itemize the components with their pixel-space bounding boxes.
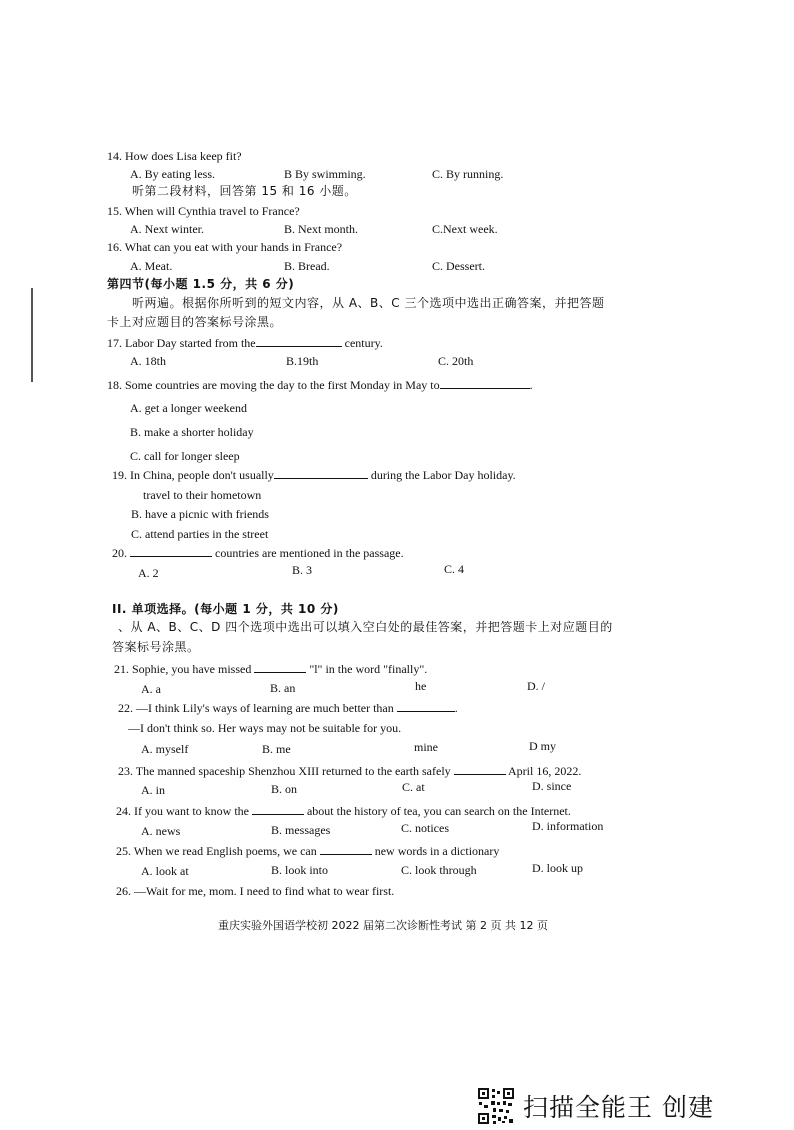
q20-option-b: B. 3 (292, 563, 313, 577)
q15-option-a: A. Next winter. (130, 222, 204, 236)
q19-stem (112, 466, 516, 483)
q19-option-c: C. attend parties in the street (131, 527, 269, 541)
q20-option-a: A. 2 (138, 566, 159, 580)
q22-blank (397, 699, 455, 712)
q25-blank (320, 842, 372, 855)
part4-heading: 第四节(每小题 1.5 分，共 6 分) (107, 277, 295, 291)
q17-stem-before: 17. Labor Day started from the (107, 336, 256, 350)
q24-stem-before: 24. If you want to know the (116, 804, 249, 818)
part2-instruction-line2: 答案标号涂黑。 (112, 640, 200, 654)
q16-option-b: B. Bread. (284, 259, 330, 273)
q17-option-b: B.19th (286, 354, 319, 368)
q16-option-a: A. Meat. (130, 259, 173, 273)
q21-stem (114, 660, 427, 677)
q21-option-a: A. a (141, 682, 161, 696)
q20-stem (112, 544, 404, 561)
q24-stem-after: about the history of tea, you can search on the Internet. (306, 804, 571, 818)
q21-option-c: he (415, 679, 427, 693)
q24-stem (116, 802, 571, 819)
q22-option-a: A. myself (141, 742, 189, 756)
q26-stem: 26. —Wait for me, mom. I need to find what to wear first. (116, 884, 395, 898)
q20-option-c: C. 4 (444, 562, 465, 576)
q14-stem: 14. How does Lisa keep fit? (107, 149, 242, 163)
q22-option-b: B. me (262, 742, 291, 756)
q18-stem (107, 376, 533, 393)
q19-blank (274, 466, 368, 479)
q24-option-d: D. information (532, 819, 604, 833)
q17-option-c: C. 20th (438, 354, 474, 368)
q17-stem-after: century. (344, 336, 383, 350)
q25-option-d: D. look up (532, 861, 583, 875)
q21-stem-after: "l" in the word "finally". (309, 662, 428, 676)
q22-option-c: mine (414, 740, 438, 754)
q24-option-c: C. notices (401, 821, 449, 835)
q19-stem-after: during the Labor Day holiday. (370, 468, 516, 482)
q25-option-c: C. look through (401, 863, 477, 877)
section2-note: 听第二段材料，回答第 15 和 16 小题。 (132, 184, 357, 198)
q14-option-a: A. By eating less. (130, 167, 215, 181)
q15-option-c: C.Next week. (432, 222, 498, 236)
q21-blank (254, 660, 306, 673)
q23-option-c: C. at (402, 780, 425, 794)
q14-option-c: C. By running. (432, 167, 504, 181)
q25-option-b: B. look into (271, 863, 329, 877)
q21-stem-before: 21. Sophie, you have missed (114, 662, 252, 676)
q25-stem-after: new words in a dictionary (374, 844, 500, 858)
q18-stem-after: . (529, 378, 533, 392)
q22-stem-after: . (454, 701, 458, 715)
q23-option-b: B. on (271, 782, 298, 796)
q23-stem (118, 762, 581, 779)
q18-option-b: B. make a shorter holiday (130, 425, 254, 439)
q18-stem-before: 18. Some countries are moving the day to the first Monday in May to (107, 378, 440, 392)
qr-code-icon (477, 1087, 515, 1125)
q17-blank (256, 334, 342, 347)
q18-option-a: A. get a longer weekend (130, 401, 247, 415)
q25-stem (116, 842, 499, 859)
part2-heading: II. 单项选择。(每小题 1 分，共 10 分) (112, 602, 339, 616)
q20-stem-after: countries are mentioned in the passage. (215, 546, 404, 560)
q23-option-d: D. since (532, 779, 572, 793)
q15-option-b: B. Next month. (284, 222, 358, 236)
q21-option-d: D. / (527, 679, 545, 693)
q16-stem: 16. What can you eat with your hands in France? (107, 240, 343, 254)
q24-option-a: A. news (141, 824, 181, 838)
scan-artifact (31, 288, 33, 382)
q17-stem (107, 334, 383, 351)
q22-line1 (118, 699, 458, 716)
q23-stem-after: April 16, 2022. (508, 764, 582, 778)
q19-option-a: travel to their hometown (143, 488, 262, 502)
part2-instruction-line1: 、从 A、B、C、D 四个选项中选出可以填入空白处的最佳答案，并把答题卡上对应题目的 (118, 620, 613, 634)
q17-option-a: A. 18th (130, 354, 166, 368)
page-footer: 重庆实验外国语学校初 2022 届第二次诊断性考试 第 2 页 共 12 页 (218, 919, 548, 932)
q23-blank (454, 762, 506, 775)
q19-option-b: B. have a picnic with friends (131, 507, 269, 521)
q20-blank (130, 544, 212, 557)
q21-option-b: B. an (270, 681, 296, 695)
q22-line2: —I don't think so. Her ways may not be suitable for you. (128, 721, 402, 735)
q20-stem-before: 20. (112, 546, 127, 560)
part4-instruction-line2: 卡上对应题目的答案标号涂黑。 (107, 315, 283, 329)
q22-option-d: D my (529, 739, 556, 753)
q22-stem-before: 22. —I think Lily's ways of learning are much better than (118, 701, 394, 715)
part4-instruction-line1: 听两遍。根据你所听到的短文内容，从 A、B、C 三个选项中选出正确答案，并把答题 (132, 296, 605, 310)
q25-option-a: A. look at (141, 864, 189, 878)
q18-option-c: C. call for longer sleep (130, 449, 240, 463)
q23-option-a: A. in (141, 783, 165, 797)
scanner-watermark (477, 1086, 714, 1126)
scanner-watermark-text: 扫描全能王 创建 (523, 1093, 714, 1122)
q14-option-b: B By swimming. (284, 167, 366, 181)
q24-option-b: B. messages (271, 823, 331, 837)
q19-stem-before: 19. In China, people don't usually (112, 468, 274, 482)
q18-blank (440, 376, 530, 389)
q23-stem-before: 23. The manned spaceship Shenzhou XIII returned to the earth safely (118, 764, 451, 778)
q15-stem: 15. When will Cynthia travel to France? (107, 204, 300, 218)
q24-blank (252, 802, 304, 815)
q25-stem-before: 25. When we read English poems, we can (116, 844, 317, 858)
q16-option-c: C. Dessert. (432, 259, 485, 273)
